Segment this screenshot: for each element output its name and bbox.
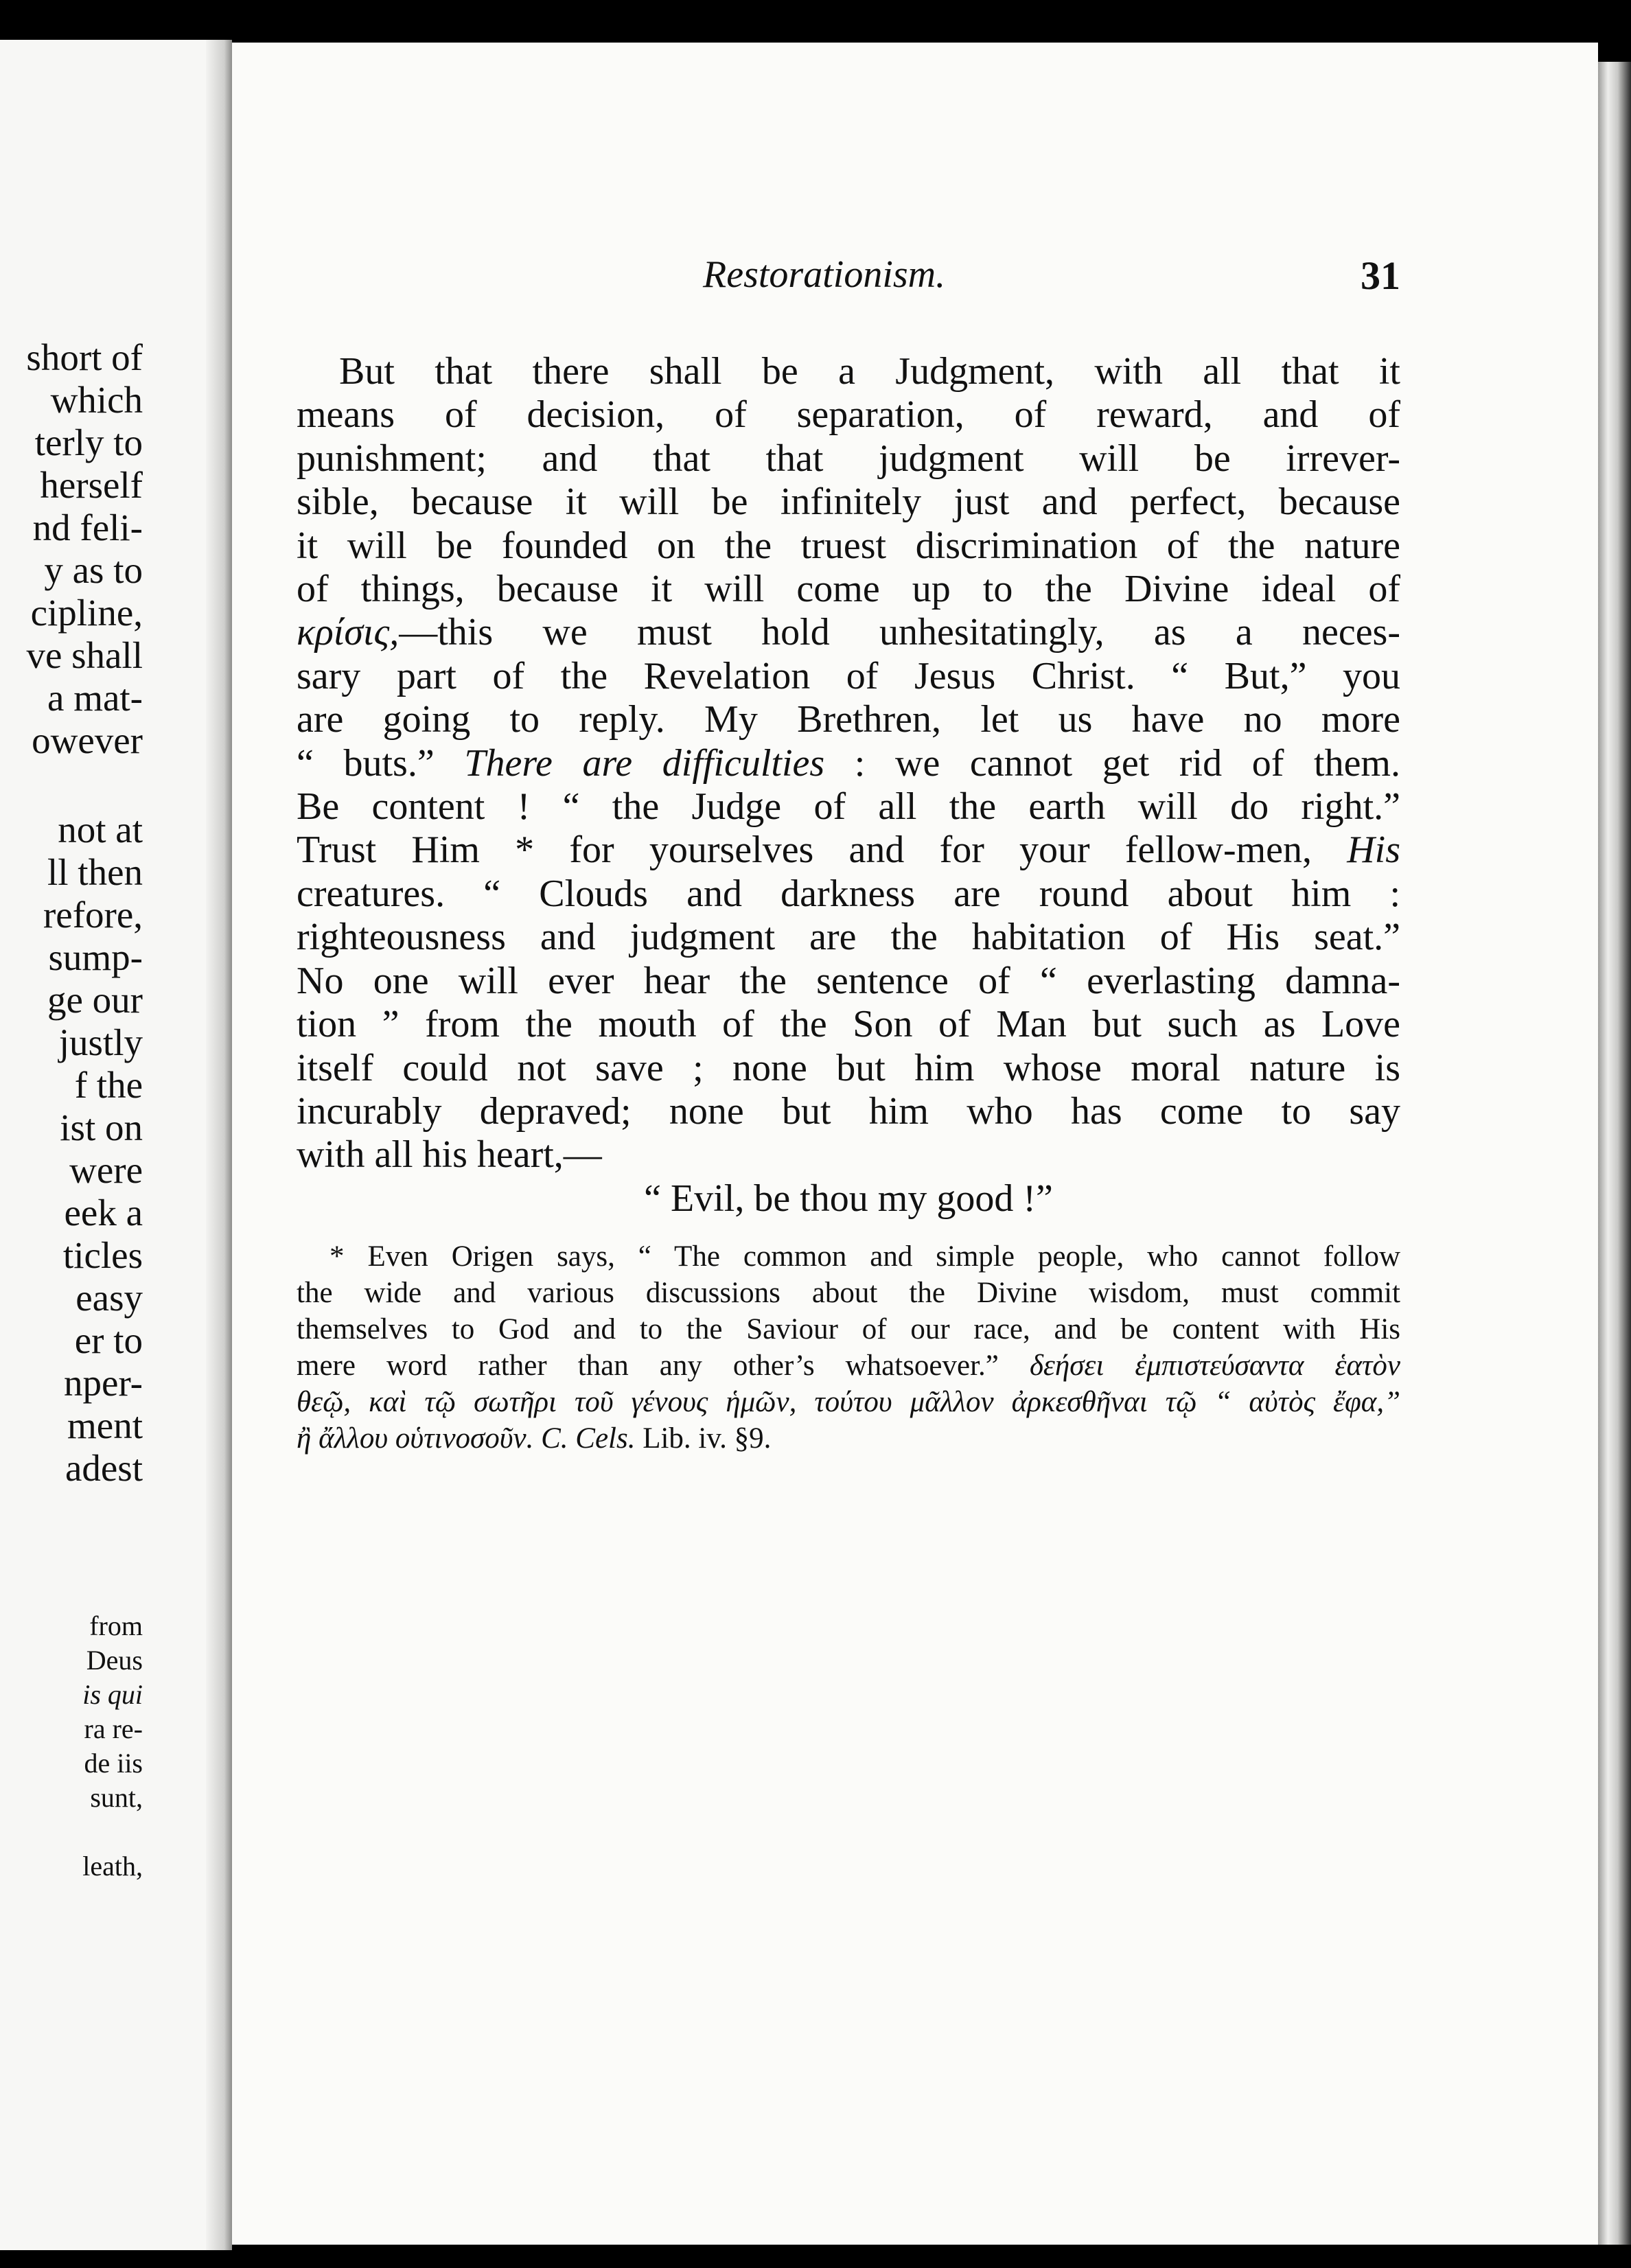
- previous-page-line: terly to: [34, 421, 143, 463]
- body-line-part: : we cannot get rid of them.: [824, 741, 1400, 785]
- previous-page-line: justly: [58, 1021, 143, 1063]
- body-line: it will be founded on the truest discrimination of the nature: [297, 524, 1400, 567]
- running-head: [297, 247, 1400, 309]
- body-line-part: Trust Him * for yourselves and for your fellow-men,: [297, 829, 1347, 872]
- footnote-line: [297, 1347, 1400, 1384]
- previous-page-line: were: [69, 1149, 143, 1191]
- page-content: [297, 247, 1400, 1457]
- greek-word: κρίσις,: [297, 611, 400, 654]
- body-text: [297, 350, 1400, 1177]
- previous-page-footnote-line: de iis: [84, 1748, 143, 1779]
- previous-page-fragment: [0, 40, 232, 2250]
- body-line: Be content ! “ the Judge of all the earth will do right.”: [297, 785, 1400, 829]
- body-line: sible, because it will be infinitely just and perfect, because: [297, 481, 1400, 524]
- body-line: with all his heart,—: [297, 1133, 602, 1177]
- body-line: itself could not save ; none but him whose moral nature is: [297, 1046, 1400, 1089]
- footnote-line: themselves to God and to the Saviour of our race, and be content with His: [297, 1312, 1400, 1345]
- greek-text: δεήσει ἐμπιστεύσαντα ἑατὸν: [1029, 1349, 1401, 1382]
- footnote-line: [297, 1420, 1400, 1457]
- previous-page-line: ticles: [62, 1234, 143, 1276]
- previous-page-line: er to: [74, 1319, 143, 1361]
- body-line: righteousness and judgment are the habitation of His seat.”: [297, 916, 1400, 959]
- previous-page-line: adest: [65, 1447, 143, 1489]
- footnote-line: the wide and various discussions about the Divine wisdom, must commit: [297, 1276, 1400, 1309]
- footnote-line-part: mere word rather than any other’s whatsoever.”: [297, 1349, 1030, 1382]
- previous-page-footnote-line: from: [89, 1610, 143, 1641]
- body-line: tion ” from the mouth of the Son of Man but such as Love: [297, 1003, 1400, 1046]
- body-line: are going to reply. My Brethren, let us have no more: [297, 698, 1400, 741]
- body-line: But that there shall be a Judgment, with all that it: [339, 350, 1400, 393]
- body-line-rest: —this we must hold unhesitatingly, as a neces-: [399, 611, 1400, 654]
- previous-page-line: ment: [67, 1404, 143, 1446]
- body-line-part: “ buts.”: [297, 741, 465, 785]
- previous-page-line: f the: [74, 1064, 143, 1106]
- previous-page-line: nper-: [64, 1362, 143, 1404]
- body-line: [297, 611, 1400, 654]
- previous-page-line: ve shall: [26, 634, 143, 676]
- previous-page-line: short of: [26, 336, 143, 378]
- previous-page-line: refore,: [43, 894, 143, 936]
- italic-phrase: There are difficulties: [464, 741, 825, 785]
- previous-page-line: owever: [32, 719, 143, 761]
- previous-page-line: herself: [40, 464, 143, 506]
- body-line: creatures. “ Clouds and darkness are round about him :: [297, 872, 1400, 915]
- previous-page-line: ist on: [60, 1107, 143, 1148]
- body-line: No one will ever hear the sentence of “ everlasting damna-: [297, 959, 1400, 1002]
- previous-page-line: which: [50, 379, 143, 421]
- page-edge: [1598, 62, 1631, 2245]
- previous-page-line: cipline,: [30, 592, 143, 634]
- previous-page-line: eek a: [64, 1192, 143, 1234]
- running-title: Restorationism.: [703, 253, 946, 296]
- body-line: incurably depraved; none but him who has come to say: [297, 1089, 1400, 1133]
- previous-page-footnote-line: is qui: [82, 1679, 143, 1710]
- previous-page-line: ll then: [47, 851, 143, 893]
- body-line: punishment; and that that judgment will be irrever-: [297, 437, 1400, 480]
- body-line: of things, because it will come up to the Divine ideal of: [297, 568, 1400, 611]
- previous-page-line: a mat-: [47, 677, 143, 719]
- previous-page-footnote-line: Deus: [86, 1645, 143, 1676]
- italic-word: His: [1347, 829, 1400, 872]
- previous-page-line: easy: [76, 1277, 143, 1319]
- body-line: [297, 742, 1400, 785]
- body-line: means of decision, of separation, of reward, and of: [297, 393, 1400, 437]
- previous-page-line: not at: [58, 809, 143, 850]
- previous-page-line: sump-: [48, 936, 143, 978]
- previous-page-footnote-line: leath,: [82, 1851, 143, 1882]
- footnote-line: * Even Origen says, “ The common and simple people, who cannot follow: [329, 1240, 1400, 1273]
- citation: C. Cels.: [533, 1422, 636, 1455]
- previous-page-footnote-line: ra re-: [84, 1713, 143, 1744]
- citation-ref: Lib. iv. §9.: [635, 1422, 772, 1455]
- previous-page-footnote-line: sunt,: [90, 1782, 143, 1813]
- page-number: 31: [1361, 253, 1400, 298]
- book-gutter: [206, 40, 232, 2250]
- previous-page-line: nd feli-: [32, 507, 143, 548]
- previous-page-line: ge our: [47, 979, 143, 1021]
- greek-text: ἢ ἄλλου οὑτινοσοῦν.: [297, 1422, 534, 1455]
- footnote-line-greek: θεῷ, καὶ τῷ σωτῆρι τοῦ γένους ἡμῶν, τούτου μᾶλλον ἀρκεσθῆναι τῷ “ αὐτὸς ἔφα,”: [297, 1385, 1400, 1418]
- body-line: [297, 829, 1400, 872]
- quoted-line: “ Evil, be thou my good !”: [644, 1177, 1053, 1220]
- footnote: [297, 1238, 1400, 1457]
- previous-page-line: y as to: [44, 549, 143, 591]
- body-line: sary part of the Revelation of Jesus Christ. “ But,” you: [297, 654, 1400, 697]
